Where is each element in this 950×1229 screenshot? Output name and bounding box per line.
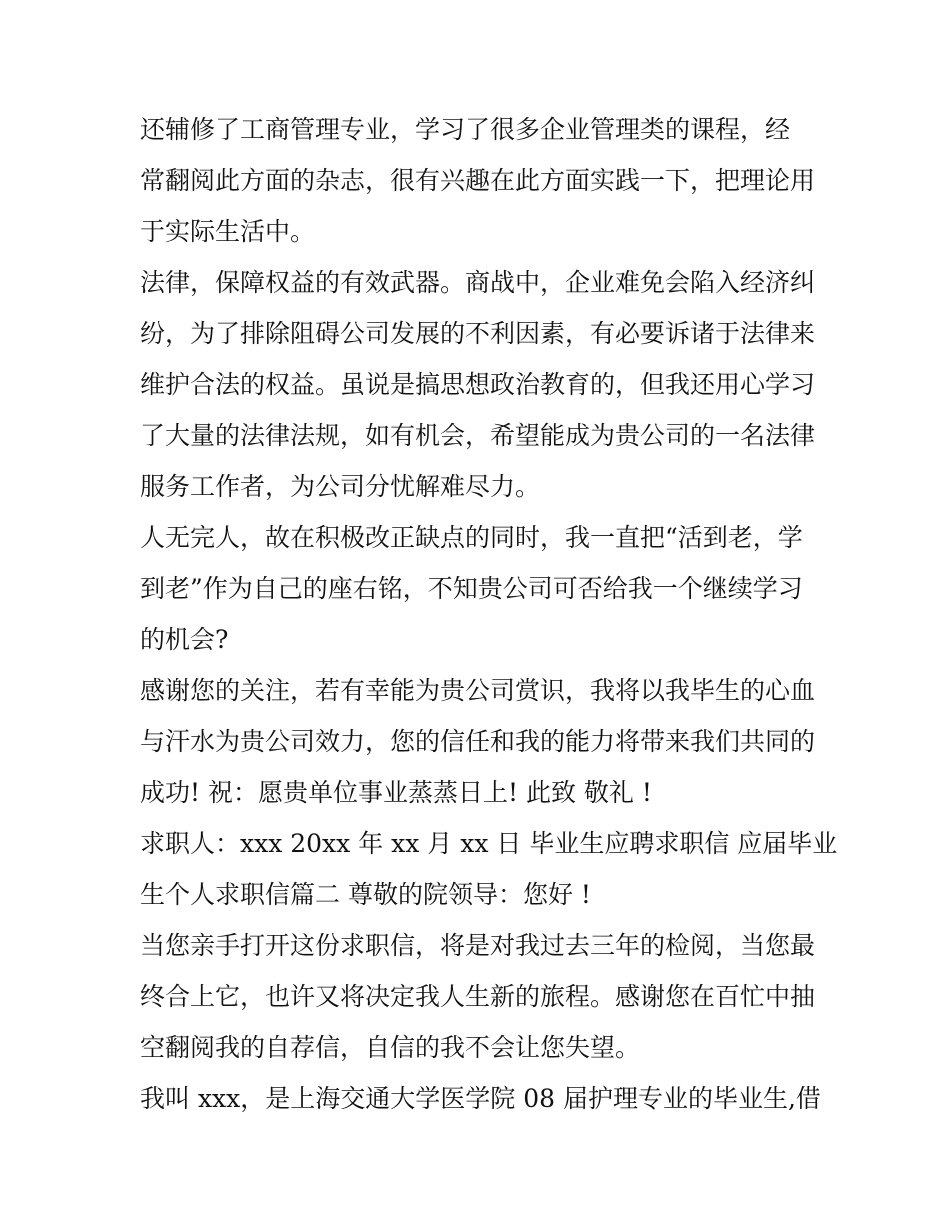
text-line: 法律，保障权益的有效武器。商战中，企业难免会陷入经济纠 [140,268,816,297]
text-line: 我叫 xxx，是上海交通大学医学院 08 届护理专业的毕业生,借 [140,1084,821,1113]
text-line: 的机会? [140,625,229,654]
text-line: 还辅修了工商管理专业，学习了很多企业管理类的课程，经 [140,115,791,144]
text-line: 成功! 祝：愿贵单位事业蒸蒸日上! 此致 敬礼 ! [140,778,652,807]
text-line: 当您亲手打开这份求职信，将是对我过去三年的检阅，当您最 [140,931,816,960]
text-line: 常翻阅此方面的杂志，很有兴趣在此方面实践一下，把理论用 [140,166,816,195]
text-line: 了大量的法律法规，如有机会，希望能成为贵公司的一名法律 [140,421,816,450]
text-line: 感谢您的关注，若有幸能为贵公司赏识，我将以我毕生的心血 [140,676,816,705]
text-line: 与汗水为贵公司效力，您的信任和我的能力将带来我们共同的 [140,727,816,756]
text-line: 空翻阅我的自荐信，自信的我不会让您失望。 [140,1033,641,1062]
text-line: 生个人求职信篇二 尊敬的院领导：您好 ! [140,880,591,909]
text-line: 纷，为了排除阻碍公司发展的不利因素，有必要诉诸于法律来 [140,319,816,348]
text-line: 到老”作为自己的座右铭，不知贵公司可否给我一个继续学习 [140,574,803,603]
text-line: 服务工作者，为公司分忧解难尽力。 [140,472,541,501]
text-line: 终合上它，也许又将决定我人生新的旅程。感谢您在百忙中抽 [140,982,816,1011]
text-line: 维护合法的权益。虽说是搞思想政治教育的，但我还用心学习 [140,370,816,399]
text-line: 于实际生活中。 [140,217,316,246]
text-line: 人无完人，故在积极改正缺点的同时，我一直把“活到老，学 [140,523,803,552]
text-line: 求职人：xxx 20xx 年 xx 月 xx 日 毕业生应聘求职信 应届毕业 [140,829,838,858]
document-body [140,104,838,1124]
